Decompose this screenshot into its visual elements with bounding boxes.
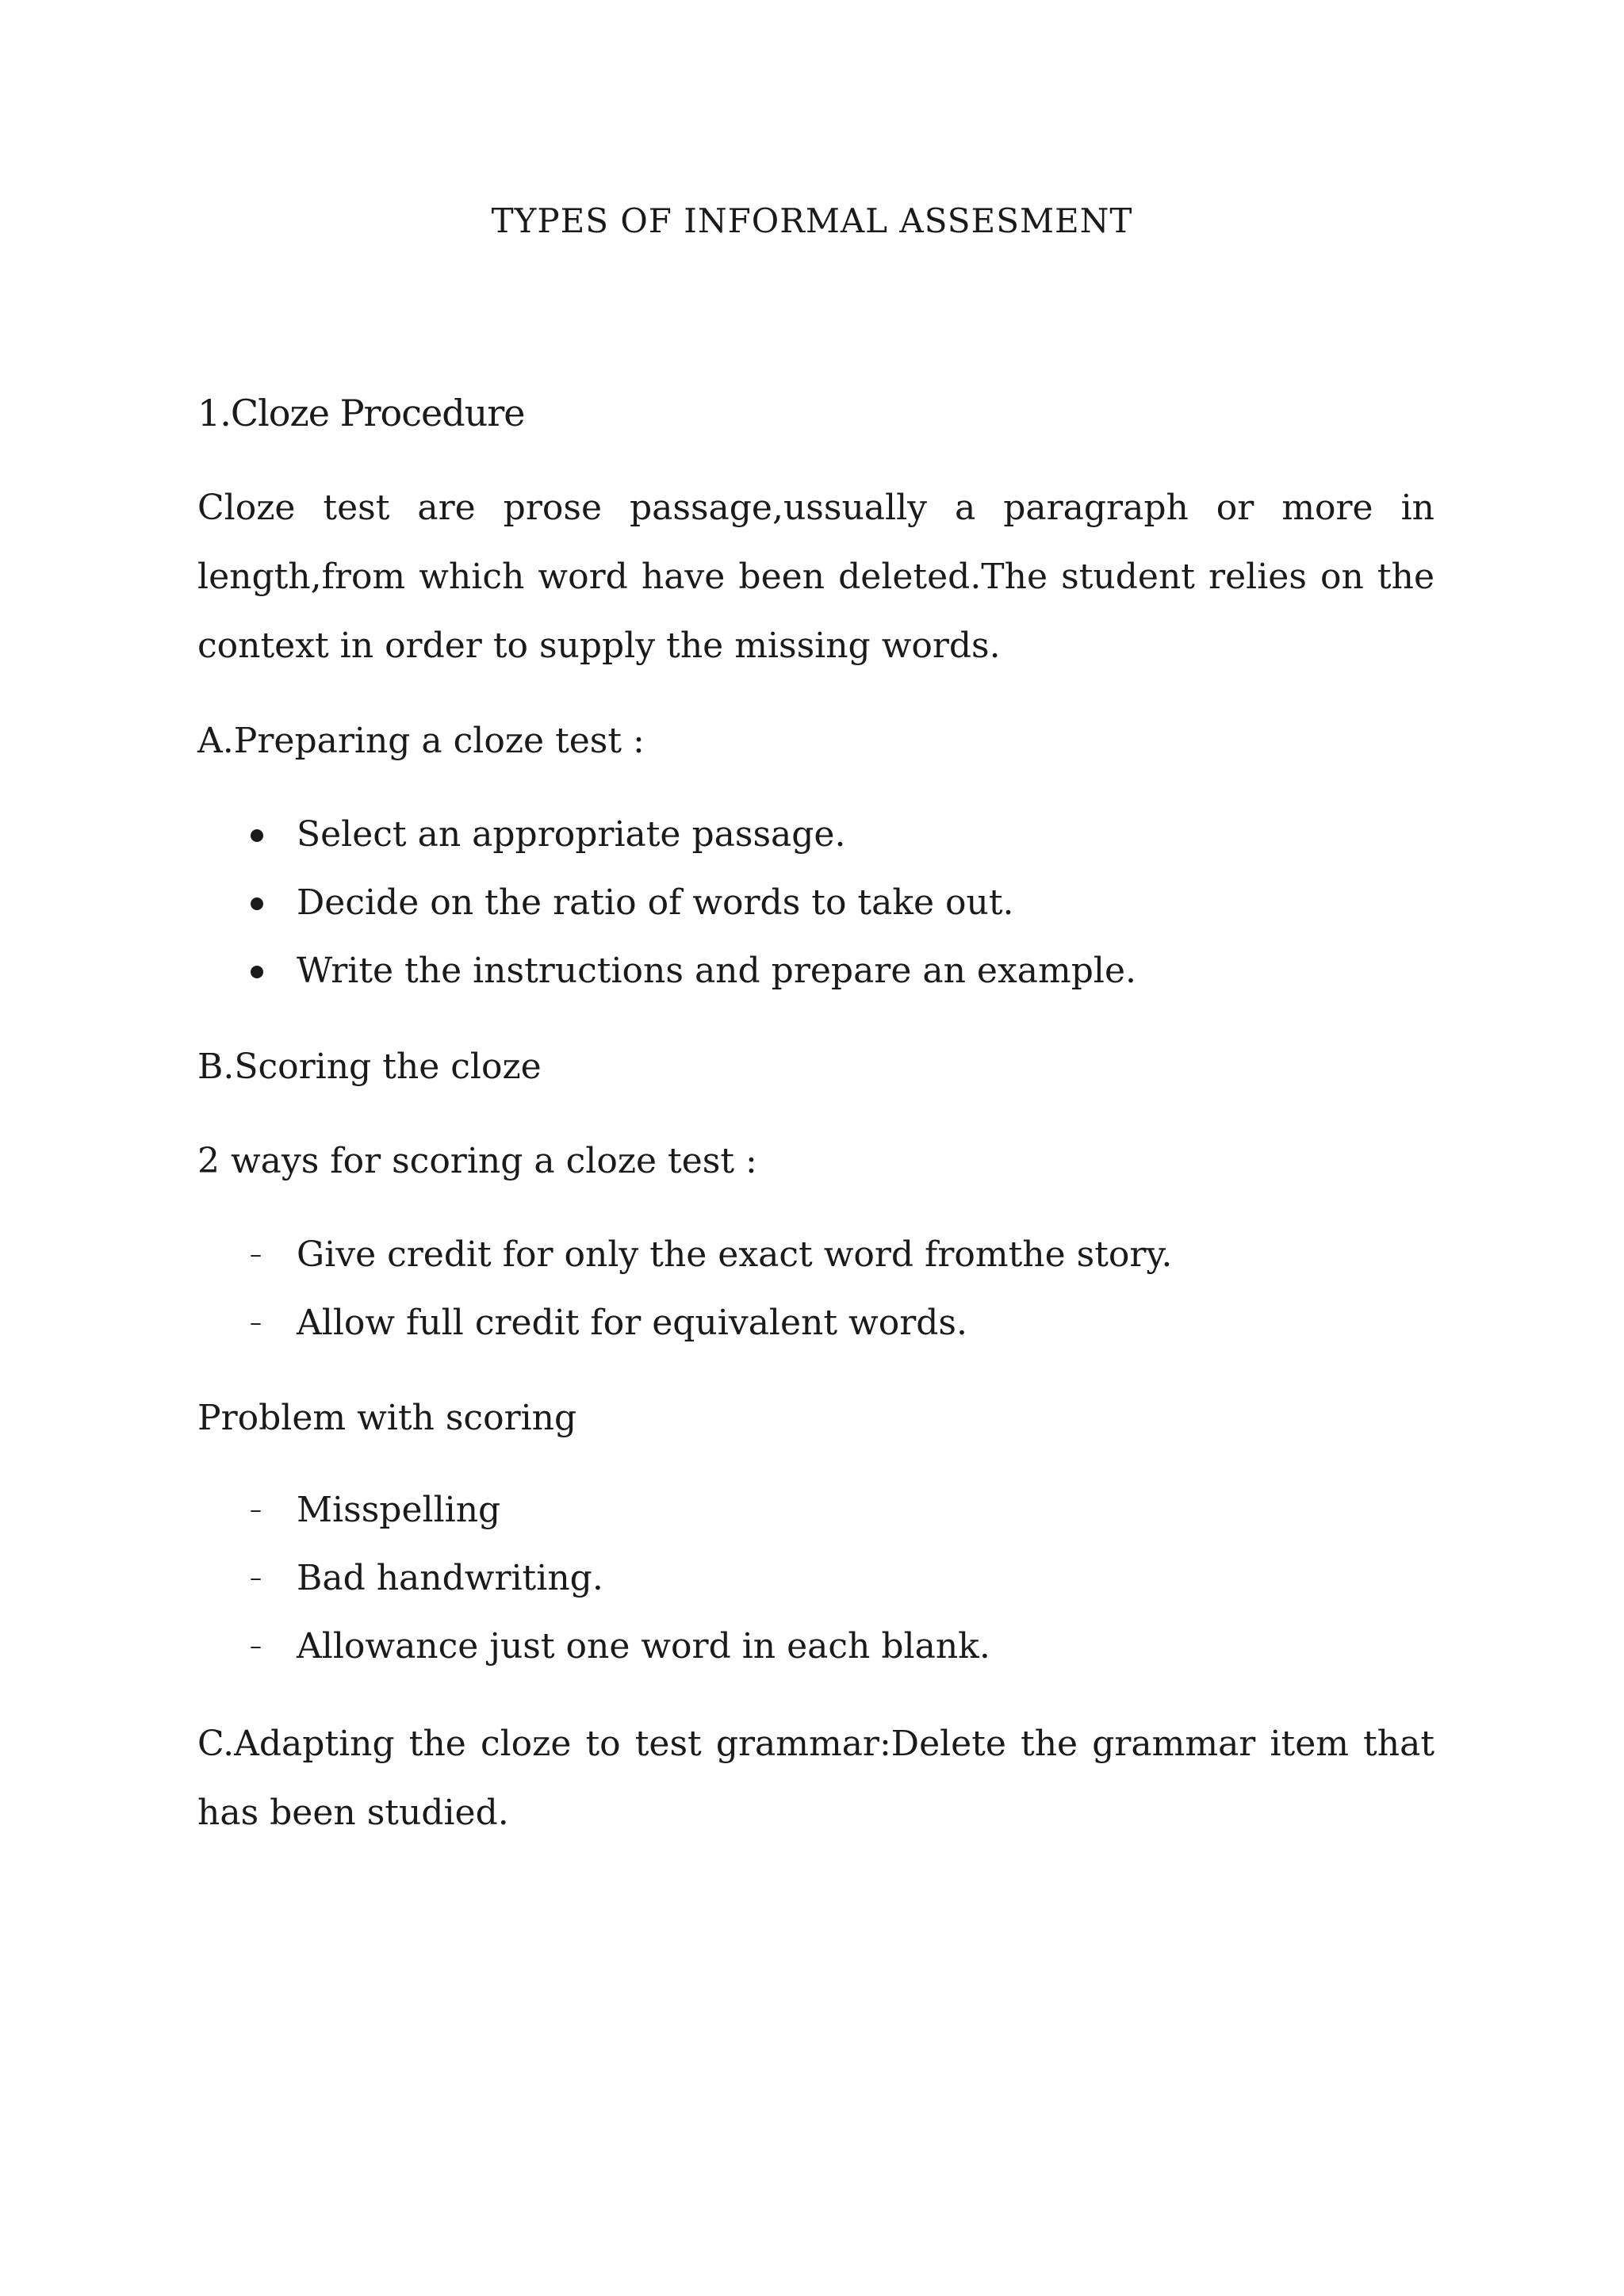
scoring-ways-heading: 2 ways for scoring a cloze test : xyxy=(197,1141,757,1181)
dash-icon: – xyxy=(250,1564,262,1592)
intro-paragraph: Cloze test are prose passage,ussually a paragraph or more in length,from which word have been deleted.The student relies on the context in order to supply the missing words. xyxy=(197,488,1434,666)
dash-icon: – xyxy=(250,1496,262,1524)
list-item xyxy=(197,949,1434,1017)
list-item xyxy=(197,813,1434,881)
bullet-icon xyxy=(251,966,263,978)
list-item-text: Select an appropriate passage. xyxy=(297,814,846,855)
list-item xyxy=(197,1624,1434,1693)
bullet-icon xyxy=(251,829,263,842)
list-item-text: Decide on the ratio of words to take out. xyxy=(297,882,1014,923)
list-item-text: Misspelling xyxy=(297,1490,501,1530)
list-item xyxy=(197,881,1434,949)
list-item-text: Write the instructions and prepare an example. xyxy=(297,951,1136,991)
page-title: TYPES OF INFORMAL ASSESMENT xyxy=(491,201,1133,240)
list-item-text: Allow full credit for equivalent words. xyxy=(297,1303,967,1343)
dash-icon: – xyxy=(250,1241,262,1269)
list-item xyxy=(197,1556,1434,1624)
adapting-paragraph: C.Adapting the cloze to test grammar:Delete the grammar item that has been studied. xyxy=(197,1724,1434,1833)
scoring-heading: B.Scoring the cloze xyxy=(197,1047,542,1087)
problem-heading: Problem with scoring xyxy=(197,1398,577,1438)
bullet-icon xyxy=(251,897,263,910)
scoring-list xyxy=(197,1233,1434,1369)
list-item xyxy=(197,1233,1434,1301)
dash-icon: – xyxy=(250,1309,262,1337)
list-item-text: Bad handwriting. xyxy=(297,1558,603,1598)
list-item-text: Give credit for only the exact word fromthe story. xyxy=(297,1234,1173,1275)
preparing-list xyxy=(197,813,1434,1017)
list-item xyxy=(197,1301,1434,1369)
list-item-text: Allowance just one word in each blank. xyxy=(297,1626,990,1667)
preparing-heading: A.Preparing a cloze test : xyxy=(197,721,645,761)
dash-icon: – xyxy=(250,1632,262,1660)
section-heading: 1.Cloze Procedure xyxy=(197,392,525,434)
list-item xyxy=(197,1488,1434,1556)
problem-list xyxy=(197,1488,1434,1693)
